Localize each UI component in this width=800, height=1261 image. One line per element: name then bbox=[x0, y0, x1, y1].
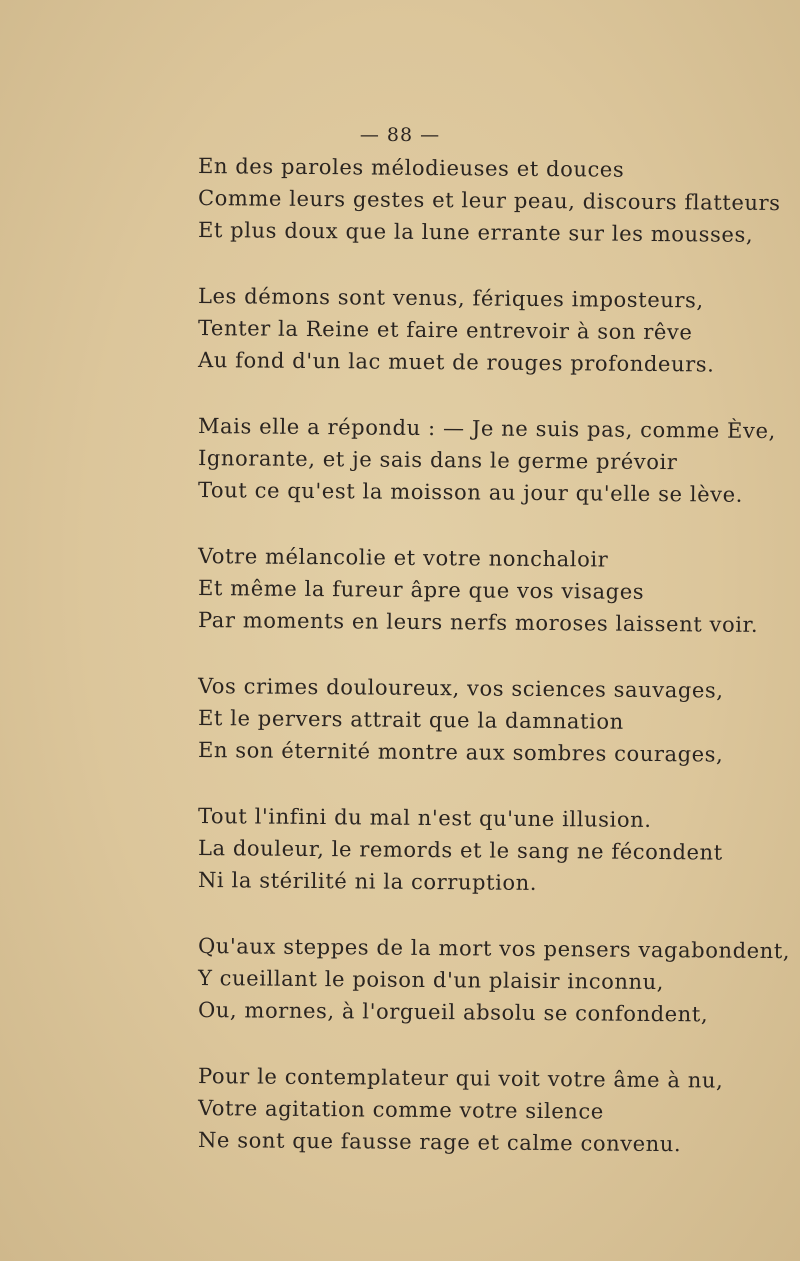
page-number: — 88 — bbox=[359, 124, 441, 146]
verse-line: Pour le contemplateur qui voit votre âme à nu, bbox=[197, 1064, 724, 1093]
verse-line: Qu'aux steppes de la mort vos pensers vagabondent, bbox=[197, 934, 791, 964]
verse-line: Vos crimes douloureux, vos sciences sauvages, bbox=[197, 674, 724, 703]
stanza-2 bbox=[198, 280, 738, 376]
verse-line: Votre mélancolie et votre nonchaloir bbox=[197, 544, 609, 572]
verse-line: Tout l'infini du mal n'est qu'une illusion. bbox=[197, 804, 652, 832]
verse-line: Votre agitation comme votre silence bbox=[197, 1096, 604, 1124]
stanza-8 bbox=[198, 1060, 738, 1156]
verse-line: Et le pervers attrait que la damnation bbox=[197, 706, 624, 734]
stanza-4 bbox=[197, 540, 759, 637]
verse-line: Au fond d'un lac muet de rouges profondeurs. bbox=[197, 348, 715, 377]
verse-line: Ignorante, et je sais dans le germe prévoir bbox=[197, 446, 678, 475]
stanza-5 bbox=[198, 670, 738, 766]
verse-line: En des paroles mélodieuses et douces bbox=[197, 154, 625, 182]
verse-line: Les démons sont venus, fériques imposteurs, bbox=[197, 284, 704, 313]
verse-line: Tout ce qu'est la moisson au jour qu'elle se lève. bbox=[197, 478, 744, 507]
verse-line: Et plus doux que la lune errante sur les mousses, bbox=[197, 218, 754, 247]
verse-line: En son éternité montre aux sombres courages, bbox=[197, 738, 724, 767]
stanza-6 bbox=[198, 800, 738, 896]
stanza-1 bbox=[197, 150, 781, 247]
verse-line: La douleur, le remords et le sang ne fécondent bbox=[197, 836, 723, 865]
verse-line: Comme leurs gestes et leur peau, discours flatteurs bbox=[197, 186, 781, 216]
stanza-7 bbox=[197, 930, 791, 1027]
verse-line: Tenter la Reine et faire entrevoir à son rêve bbox=[197, 316, 693, 345]
verse-line: Ne sont que fausse rage et calme convenu. bbox=[197, 1128, 682, 1157]
verse-line: Et même la fureur âpre que vos visages bbox=[197, 576, 645, 604]
verse-line: Y cueillant le poison d'un plaisir inconnu, bbox=[197, 966, 665, 995]
stanza-3 bbox=[197, 410, 776, 507]
poem bbox=[197, 150, 791, 1190]
verse-line: Ni la stérilité ni la corruption. bbox=[197, 868, 538, 895]
verse-line: Ou, mornes, à l'orgueil absolu se confondent, bbox=[197, 998, 709, 1027]
verse-line: Mais elle a répondu : — Je ne suis pas, comme Ève, bbox=[197, 414, 776, 444]
verse-line: Par moments en leurs nerfs moroses laissent voir. bbox=[197, 608, 759, 637]
